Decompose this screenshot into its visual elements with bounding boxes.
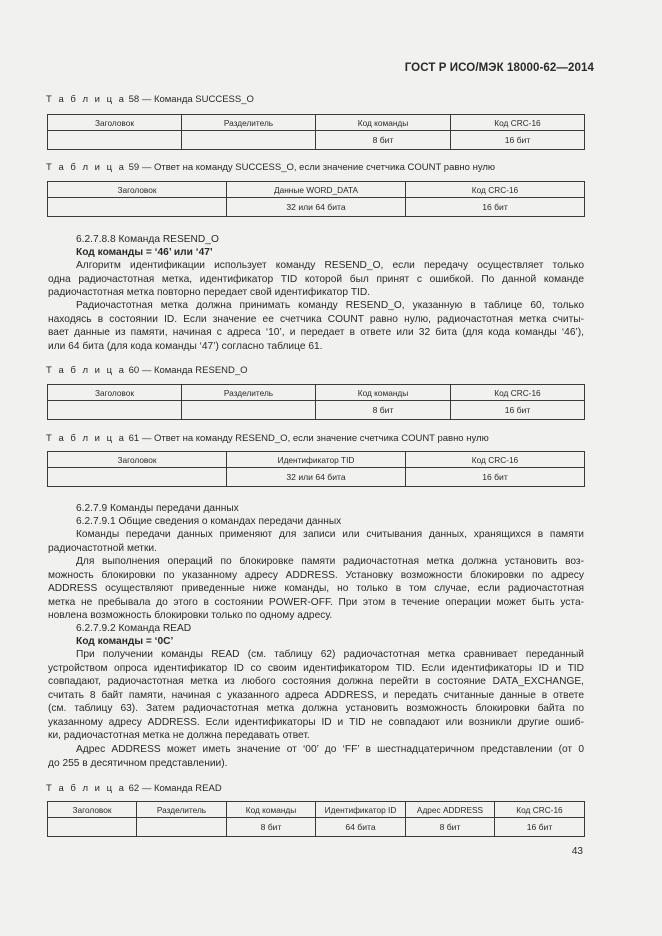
text-line: Для выполнения операций по блокировке памяти радиочастотная метка должна установить воз-	[76, 556, 584, 567]
text-line: радиочастотная метка повторно передает свой идентификатор TID.	[48, 287, 371, 298]
table-cell: 16 бит	[451, 401, 585, 420]
text-line: метка не пребывала до этого в состоянии POWER-OFF. При этом в течение операции может быть уста-	[48, 596, 584, 608]
caption-number: 62	[128, 783, 140, 794]
table-cell	[182, 401, 316, 420]
table-cell: 8 бит	[316, 131, 451, 150]
table-header-cell: Код CRC-16	[451, 115, 585, 131]
table-cell	[48, 131, 182, 150]
table-header-cell: Заголовок	[48, 385, 182, 401]
table-header-cell: Заголовок	[48, 802, 137, 818]
caption-title: — Команда RESEND_O	[141, 365, 248, 376]
text-line: ки, радиочастотная метка не должна передавать ответ.	[48, 730, 310, 741]
text-line: устройством опроса идентификатор ID со своим идентификатором TID. Если идентификаторы ID и TID	[48, 662, 584, 674]
caption-title: — Команда SUCCESS_O	[141, 94, 254, 105]
caption-number: 58	[128, 94, 140, 105]
table-cell	[137, 818, 227, 837]
caption-number: 60	[128, 365, 140, 376]
caption-title: — Команда READ	[141, 783, 222, 794]
command-code: Код команды = ‘46’ или ‘47’	[76, 247, 213, 258]
table-header-cell: Разделитель	[182, 115, 316, 131]
text-line: до 255 в десятичном представлении).	[48, 757, 228, 769]
paragraph-lock-memory	[48, 555, 584, 623]
section-heading: 6.2.7.8.8 Команда RESEND_O	[76, 234, 219, 245]
text-line: можность блокировки по указанному адресу ADDRESS. Установку возможности блокировки по адресу	[48, 569, 584, 581]
paragraph-resend-state	[48, 299, 584, 353]
table-61-caption	[46, 433, 489, 444]
table-60	[47, 384, 585, 420]
text-line: Адрес ADDRESS может иметь значение от ‘00’ до ‘FF’ в шестнадцатеричном представлении (от 0	[76, 744, 584, 755]
text-line: ADDRESS осуществляют приведенные ниже команды, но только в том случае, если радиочастотная	[48, 583, 584, 594]
table-header-cell: Идентификатор ID	[316, 802, 406, 818]
table-header-cell: Заголовок	[48, 182, 227, 198]
table-cell	[48, 401, 182, 420]
text-line: При получении команды READ (см. таблицу 62) радиочастотная метка сравнивает переданный	[76, 649, 584, 660]
paragraph-data-commands	[48, 528, 584, 555]
table-header-cell: Заголовок	[48, 115, 182, 131]
table-58	[47, 114, 585, 150]
text-line: или 64 бита (для кода команды ‘47’) согласно таблице 61.	[48, 340, 323, 352]
table-cell: 8 бит	[227, 818, 316, 837]
table-cell	[48, 198, 227, 217]
table-59-caption	[46, 162, 495, 173]
table-62	[47, 801, 585, 837]
caption-title: — Ответ на команду RESEND_O, если значение счетчика COUNT равно нулю	[141, 433, 489, 444]
text-line: вает данные из памяти, начиная с адреса ‘10’, и передает в ответе или 32 бита (для кода команды ‘46’),	[48, 327, 584, 338]
caption-table-word: Т а б л и ц а	[46, 94, 126, 105]
table-header-cell: Код CRC-16	[406, 182, 585, 198]
text-line: новлена возможность блокировки только по одному адресу.	[48, 610, 333, 621]
table-cell: 32 или 64 бита	[227, 198, 406, 217]
text-line: радиочастотной метки.	[48, 542, 157, 554]
table-header-cell: Разделитель	[182, 385, 316, 401]
caption-table-word: Т а б л и ц а	[46, 433, 126, 444]
table-header-cell: Данные WORD_DATA	[227, 182, 406, 198]
table-cell: 16 бит	[406, 198, 585, 217]
table-header-cell: Код CRC-16	[406, 452, 585, 468]
table-58-caption	[46, 94, 254, 105]
table-header-cell: Код команды	[316, 385, 451, 401]
page-number: 43	[571, 846, 583, 857]
paragraph-address-range	[48, 743, 584, 770]
command-code: Код команды = ‘0C’	[76, 636, 174, 647]
table-60-caption	[46, 365, 248, 376]
table-header-cell: Идентификатор TID	[227, 452, 406, 468]
text-line: Команды передачи данных применяют для записи или считывания данных, хранящихся в памяти	[76, 529, 584, 540]
table-cell: 8 бит	[406, 818, 495, 837]
text-line: находясь в состоянии ID. Если значение ее счетчика COUNT равно нулю, радиочастотная метка считы-	[48, 313, 584, 325]
caption-table-word: Т а б л и ц а	[46, 365, 126, 376]
table-cell	[182, 131, 316, 150]
table-cell	[48, 468, 227, 487]
table-header-cell: Код команды	[227, 802, 316, 818]
text-line: (см. таблицу 63). Затем радиочастотная метка должна установить возможность блокировки байта по	[48, 703, 584, 714]
text-line: одна радиочастотная метка, идентификатор TID которой был принят с ошибкой. По данной команде	[48, 273, 584, 285]
table-59	[47, 181, 585, 217]
document-code: ГОСТ Р ИСО/МЭК 18000-62—2014	[404, 62, 594, 74]
table-cell: 8 бит	[316, 401, 451, 420]
table-cell: 16 бит	[406, 468, 585, 487]
text-line: указанному адресу ADDRESS. Если идентификаторы ID и TID не совпадают или возникли другие ошиб-	[48, 716, 584, 728]
text-line: считать 8 байт памяти, начиная с указанного адреса ADDRESS, и передать считанные данные в ответе	[48, 689, 584, 701]
table-62-caption	[46, 783, 222, 794]
table-header-cell: Код CRC-16	[451, 385, 585, 401]
table-cell: 16 бит	[495, 818, 585, 837]
caption-title: — Ответ на команду SUCCESS_O, если значение счетчика COUNT равно нулю	[141, 162, 496, 173]
subsection-heading: 6.2.7.9.1 Общие сведения о командах передачи данных	[76, 516, 342, 527]
section-heading: 6.2.7.9 Команды передачи данных	[76, 503, 239, 514]
table-header-cell: Код команды	[316, 115, 451, 131]
table-header-cell: Код CRC-16	[495, 802, 585, 818]
caption-number: 61	[128, 433, 140, 444]
paragraph-resend-algorithm	[48, 259, 584, 300]
paragraph-read-command	[48, 648, 584, 743]
subsection-heading: 6.2.7.9.2 Команда READ	[76, 623, 192, 634]
text-line: Алгоритм идентификации использует команду RESEND_O, если передачу осуществляет только	[76, 260, 584, 271]
table-header-cell: Разделитель	[137, 802, 227, 818]
table-cell: 64 бита	[316, 818, 406, 837]
caption-table-word: Т а б л и ц а	[46, 783, 126, 794]
text-line: совпадают, радиочастотная метка из любого состояния должна перейти в состояние DATA_EXCHANGE,	[48, 676, 584, 687]
table-header-cell: Заголовок	[48, 452, 227, 468]
table-cell	[48, 818, 137, 837]
text-line: Радиочастотная метка должна принимать команду RESEND_O, указанную в таблице 60, только	[76, 300, 584, 311]
table-header-cell: Адрес ADDRESS	[406, 802, 495, 818]
caption-table-word: Т а б л и ц а	[46, 162, 126, 173]
table-61	[47, 451, 585, 487]
caption-number: 59	[128, 162, 140, 173]
table-cell: 32 или 64 бита	[227, 468, 406, 487]
table-cell: 16 бит	[451, 131, 585, 150]
